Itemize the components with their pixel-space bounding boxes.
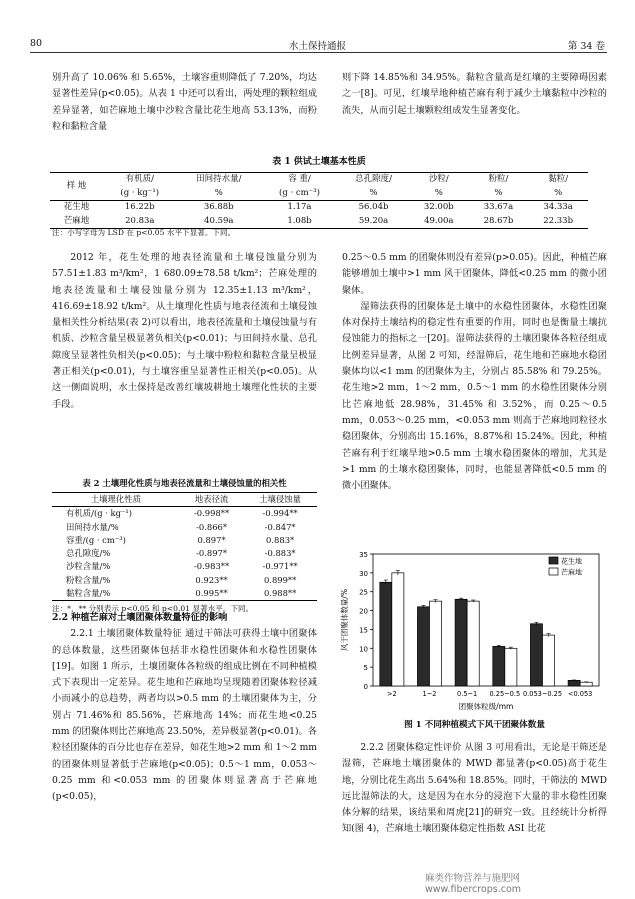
table1-header: 沙粒/ % xyxy=(428,174,449,198)
table-row: 田间持水量/% -0.866* -0.847* xyxy=(66,521,296,532)
right-top-text xyxy=(342,70,607,119)
figure1-chart xyxy=(335,548,607,713)
paragraph: 湿筛法获得的团聚体是土壤中的水稳性团聚体，水稳性团聚体对保持土壤结构的稳定性有重要的作用，同时也是衡量土壤抗侵蚀能力的指标之一[20]。湿筛法获得的土壤团聚体各粒径组成比例差异显著，从图 2 可知，经湿筛后，花生地和芒麻地水稳团聚体均以<1 mm 的团聚体为主，分别占 85.58% 和 79.25%。花生地>2 mm，1～2 mm，0.5～1 mm 的水稳性团聚体分别比芒麻地低 28.98%，31.45% 和 3.52%，而 0.25～0.5 mm，0.053～0.25 mm，<0.053 mm 则高于芒麻地同粒径水稳团聚体，分别高出 15.16%，8.87%和 15.24%。因此，种植芒麻有利于红壤旱地>0.5 mm 土壤水稳团聚体的增加，尤其是>1 mm 的土壤水稳团聚体，同时，也能显著降低<0.5 mm 的微小团聚体。 xyxy=(342,300,607,492)
table2-caption: 表 2 土壤理化性质与地表径流量和土壤侵蚀量的相关性 xyxy=(82,478,287,488)
legend-label: 花生地 xyxy=(561,557,582,566)
table1-header: 容 重/ (g · cm⁻³) xyxy=(279,174,320,198)
x-axis-label: 团聚体粒级/mm xyxy=(458,702,514,711)
table-row: 芒麻地 20.83a 40.59a 1.08b 59.20a 49.00a 28.67b 22.33b xyxy=(50,215,588,229)
y-axis-label: 风干团聚体数量/% xyxy=(340,588,349,652)
table1-header: 样 地 xyxy=(66,180,87,191)
table1-header: 田间持水量/ % xyxy=(196,174,242,198)
x-tick-label: 1~2 xyxy=(422,690,437,698)
figure1-caption: 图 1 不同种植模式下风干团聚体数量 xyxy=(404,720,545,730)
table-row: 容重/(g · cm⁻³) 0.897* 0.883* xyxy=(66,534,295,545)
y-tick-label: 20 xyxy=(359,607,368,616)
x-tick-label: 0.053~0.25 xyxy=(522,690,563,698)
table2-note: 注：*，** 分别表示 p<0.05 和 p<0.01 显著水平。下同。 xyxy=(52,604,254,614)
bar xyxy=(467,601,479,686)
page-number: 80 xyxy=(30,38,43,49)
table1-header: 有机质/ (g · kg⁻¹) xyxy=(120,174,160,198)
y-tick-label: 10 xyxy=(359,645,368,654)
bar xyxy=(568,680,580,686)
y-tick-label: 15 xyxy=(359,626,368,635)
x-tick-label: <0.053 xyxy=(567,690,593,698)
bar xyxy=(417,607,429,686)
left-top-text xyxy=(52,70,317,135)
table-row: 花生地 16.22b 36.88b 1.17a 56.04b 32.00b 33.67a 34.33a xyxy=(50,201,588,215)
bar xyxy=(455,599,467,686)
table-row: 沙粒含量/% -0.983** -0.971** xyxy=(66,561,298,572)
table1-header: 黏粒/ % xyxy=(548,174,569,198)
table2-block xyxy=(52,477,317,614)
table1 xyxy=(50,172,588,229)
x-tick-label: 0.5~1 xyxy=(457,690,478,698)
paragraph: 别升高了 10.06% 和 5.65%，土壤容重则降低了 7.20%，均达显著性差异(p<0.05)。从表 1 中还可以看出，两处理的颗粒组成差异显著，如芒麻地土壤中沙粒含量比花生地高 53.13%，而粉粒和黏粒含量 xyxy=(52,72,317,132)
table1-caption: 表 1 供试土壤基本性质 xyxy=(272,157,366,167)
table-row: 黏粒含量/% 0.995** 0.988** xyxy=(52,587,317,601)
y-tick-label: 5 xyxy=(363,664,368,673)
table-row: 粉粒含量/% 0.923** 0.899** xyxy=(66,574,297,585)
journal-title: 水土保持通报 xyxy=(288,41,346,52)
bar xyxy=(580,682,592,686)
y-tick-label: 25 xyxy=(359,588,368,597)
table-row: 总孔隙度/% -0.897* -0.883* xyxy=(66,548,296,559)
paragraph: 2.2.1 土壤团聚体数量特征 通过干筛法可获得土壤中团聚体的总体数量，这些团聚体包括非水稳性团聚体和水稳性团聚体[19]。如图 1 所示，土壤团聚体各粒级的组成比例在不同种植模式下表现出一定差异。花生地和芒麻地均呈现随着团聚体粒径减小而减小的总趋势，两者均以>0.5 mm 的土壤团聚体为主，分别占 71.46%和 85.56%，芒麻地高 14%；而花生地<0.25 mm 的团聚体则比芒麻地高 23.50%，差异极显著(p<0.01)。各粒径团聚体的百分比也存在差异，如花生地>2 mm 和 1～2 mm 的团聚体则显著低于芒麻地(p<0.05)；0.5～1 mm，0.053～0.25 mm 和<0.053 mm 的团聚体则显著高于芒麻地(p<0.05)， xyxy=(52,628,317,803)
legend-swatch xyxy=(549,557,558,564)
bar xyxy=(530,624,542,686)
y-tick-label: 35 xyxy=(359,551,368,559)
table2 xyxy=(52,492,317,601)
figure1-caption-wrap xyxy=(342,718,607,730)
bar xyxy=(493,646,505,686)
table1-header-row xyxy=(50,173,588,201)
header-rule xyxy=(30,52,607,53)
legend-label: 芒麻地 xyxy=(561,568,582,577)
y-tick-label: 0 xyxy=(363,683,368,691)
left-mid-text xyxy=(52,250,317,413)
paragraph: 2.2.2 团聚体稳定性评价 从图 3 可用看出，无论是干筛还是湿筛，芒麻地土壤团聚体的 MWD 都显著(p<0.05)高于花生地，分别比花生高出 5.64%和 18.85%。同时，干筛法的 MWD 远比湿筛法的大，这是因为在水分的浸泡下大量的非水稳性团聚体分解的结果，该结果和周虎[21]的研究一致。且经统计分析得知(图 4)，芒麻地土壤团聚体稳定性指数 ASI 比花 xyxy=(342,742,607,835)
paragraph: 2012 年，花生处理的地表径流量和土壤侵蚀量分别为 57.51±1.83 m³/km²，1 680.09±78.58 t/km²；芒麻处理的地表径流量和土壤侵蚀量分别为 12.35±1.13 m³/km²，416.69±18.92 t/km²。从土壤理化性质与地表径流和土壤侵蚀量相关性分析结果(表 2)可以看出，地表径流量和土壤侵蚀量与有机质、沙粒含量呈极显著负相关(p<0.01)；与田间持水量、总孔隙度呈显著性负相关(p<0.05)；与土壤中粉粒和黏粒含量呈极显著正相关(p<0.01)，与土壤容重呈显著性正相关(p<0.05)。从这一侧面说明，水土保持是改善红壤坡耕地土壤理化性状的主要手段。 xyxy=(52,252,317,410)
bar xyxy=(430,601,442,686)
table-row: 有机质/(g · kg⁻¹) -0.998** -0.994** xyxy=(66,508,298,519)
watermark-footer: 麻类作物营养与施肥网 www.fibercrops.com xyxy=(425,873,522,895)
table2-header-row: 土壤理化性质 地表径流 土壤侵蚀量 xyxy=(52,493,317,507)
y-tick-label: 30 xyxy=(359,569,368,578)
bar xyxy=(505,648,517,686)
x-tick-label: 0.25~0.5 xyxy=(489,690,521,698)
table1-header: 总孔隙度/ % xyxy=(355,174,392,198)
x-tick-label: >2 xyxy=(386,690,397,698)
bar xyxy=(392,573,404,686)
bar xyxy=(543,635,555,686)
right-mid-text xyxy=(342,250,607,494)
left-bottom-text xyxy=(52,610,317,806)
paragraph: 则下降 14.85%和 34.95%。黏粒含量高是红壤的主要障碍因素之一[8]。可见，红壤旱地种植芒麻有利于减少土壤黏粒中沙粒的流失，从而引起土壤颗粒组成发生显著变化。 xyxy=(342,72,607,116)
section-heading: 2.2 种植芒麻对土壤团聚体数量特征的影响 xyxy=(52,612,228,623)
bar xyxy=(380,582,392,686)
table1-note: 注：小写字母为 LSD 在 p<0.05 水平下显著。下同。 xyxy=(52,228,236,237)
legend-swatch xyxy=(549,568,558,575)
table1-header: 粉粒/ % xyxy=(488,174,509,198)
volume-label: 第 34 卷 xyxy=(567,41,605,52)
paragraph: 0.25～0.5 mm 的团聚体则没有差异(p>0.05)。因此，种植芒麻能够增加土壤中>1 mm 风干团聚体，降低<0.25 mm 的微小团聚体。 xyxy=(342,252,607,296)
right-bottom-text xyxy=(342,740,607,838)
